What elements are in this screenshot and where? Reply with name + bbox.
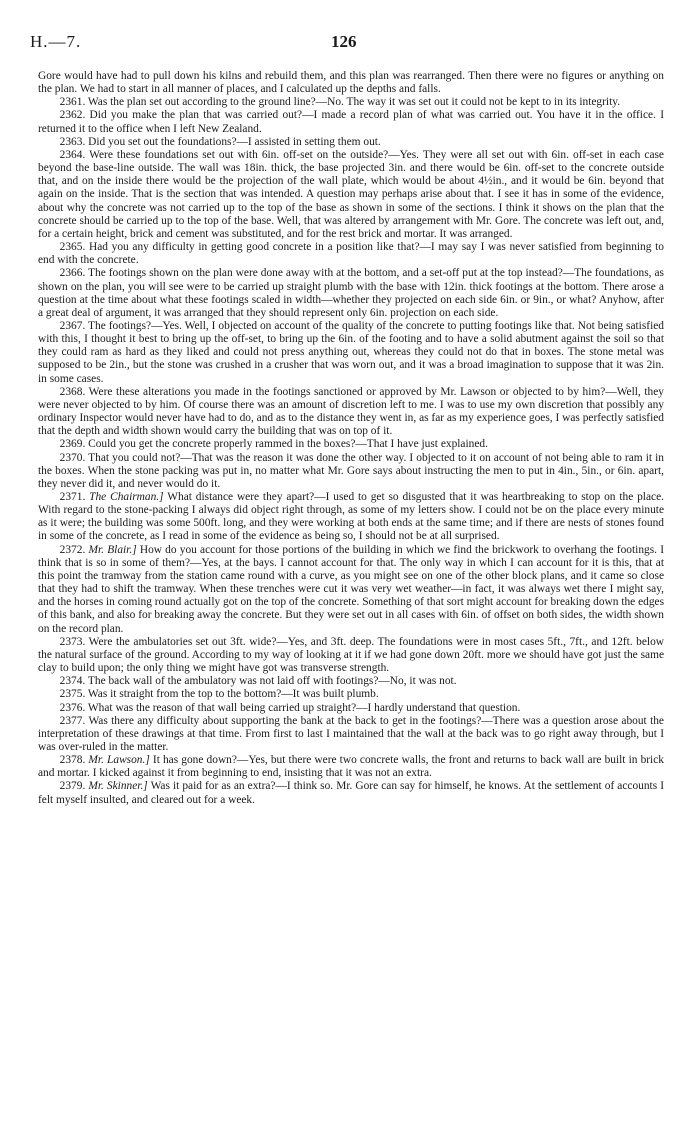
speaker-name: Mr. Blair.] — [88, 543, 137, 556]
evidence-paragraph: 2367. The footings?—Yes. Well, I objected on account of the quality of the concrete to putting footings like that. Not being satisfied with this, I thought it best to bring up the off-set, to bring up the 6in. of the footing and to have a solid abutment against the soil so that they could ram as hard as they liked and could not press anything out, whereas they could not do that in boxes. The stone metal was supposed to be 2in., but the stone was crushed in a crusher that was worn out, and it was a broad imagination to suppose that it was 2in. in some cases. — [38, 319, 664, 385]
evidence-paragraph: 2368. Were these alterations you made in the footings sanctioned or approved by Mr. Lawson or objected to by him?—Well, they were never objected to by him. Of course there was an amount of discretion left to me. I was to use my own discretion that possibly any ordinary Inspector would never have had to do, and as to the distance they went in, as far as my experience goes, I was perfectly satisfied that the depth and width shown would carry the building that was on top of it. — [38, 385, 664, 438]
speaker-name: The Chairman.] — [89, 491, 164, 503]
evidence-paragraph: 2361. Was the plan set out according to the ground line?—No. The way it was set out it could not be kept to in its integrity. — [59, 96, 621, 109]
evidence-paragraph: 2365. Had you any difficulty in getting good concrete in a position like that?—I may say I was never satisfied from beginning to end with the concrete. — [38, 241, 664, 267]
evidence-paragraph: 2378. Mr. Lawson.] It has gone down?—Yes, but there were two concrete walls, the front and returns to back wall are built in brick and mortar. I kicked against it from beginning to end, insisting that it was not an extra. — [38, 754, 664, 780]
speaker-name: Mr. Lawson.] — [88, 754, 150, 767]
speaker-name: Mr. Skinner.] — [88, 780, 148, 793]
evidence-paragraph: 2373. Were the ambulatories set out 3ft. wide?—Yes, and 3ft. deep. The foundations were in most cases 5ft., 7ft., and 12ft. below the natural surface of the ground. According to my way of looking at it if we had gone down 20ft. more we should have got just the same clay to build upon; the only thing we might have got was transverse strength. — [38, 635, 664, 675]
evidence-paragraph: 2362. Did you make the plan that was carried out?—I made a record plan of what was carried out. You have it in the office. I returned it to the office when I left New Zealand. — [38, 109, 664, 135]
evidence-text — [38, 70, 664, 807]
opening-paragraph: Gore would have had to pull down his kilns and rebuild them, and this plan was rearranged. Then there were no figures or anything on the plan. We had to start in all manner of places, and I calculated up the depths and falls. — [38, 70, 664, 96]
evidence-paragraph: 2363. Did you set out the foundations?—I assisted in setting them out. — [59, 135, 381, 148]
evidence-paragraph: 2376. What was the reason of that wall being carried up straight?—I hardly understand that question. — [59, 701, 521, 714]
question-number: 2372. — [59, 543, 86, 556]
evidence-paragraph: 2366. The footings shown on the plan were done away with at the bottom, and a set-off put at the top instead?—The foundations, as shown on the plan, you will see were to be carried up straight plumb with the base with 12in. thick footings at the bottom. There arose a question at the time about what these footings scaled in width—whether they projected on each side 6in. or 9in., or what? Anyhow, after a great deal of argument, it was arranged that they should represent only 6in. projection on each side. — [38, 267, 664, 319]
page-header — [30, 32, 670, 56]
document-code: H.—7. — [30, 32, 82, 51]
question-number: 2378. — [59, 754, 86, 767]
page-number: 126 — [331, 32, 357, 51]
evidence-paragraph: 2375. Was it straight from the top to the bottom?—It was built plumb. — [59, 688, 379, 701]
evidence-paragraph: 2369. Could you get the concrete properly rammed in the boxes?—That I have just explained. — [59, 438, 488, 451]
question-number: 2371. — [59, 491, 86, 503]
evidence-paragraph: 2374. The back wall of the ambulatory was not laid off with footings?—No, it was not. — [59, 675, 457, 688]
evidence-paragraph: 2372. Mr. Blair.] How do you account for those portions of the building in which we find the brickwork to overhang the footings. I think that is so in some of them?—Yes, at the bays. I cannot account for that. The only way in which I can account for it is this, that at this point the tramway from the station came round with a curve, as you might see on one of the other block plans, and it came so close that they had to shift the tramway. When these trenches were cut it was very wet weather—in fact, it was always wet there I might say, and the horses in coming round actually got on the top of the concrete. Something of that sort might account for breaking down the edges of this bank, and also for breaking away the concrete. But they were set out in all cases with 6in. of offset on both sides, the width shown on the record plan. — [38, 543, 665, 635]
question-number: 2379. — [59, 780, 86, 793]
evidence-paragraph: 2371. The Chairman.] What distance were they apart?—I used to get so disgusted that it was heartbreaking to stop on the place. With regard to the stone-packing I always did object right through, as some of my letters show. I could not be on the place every minute as it were; the building was some 500ft. long, and they were working at both ends at the same time; and if there are nests of stones found in some of the concrete, as I read in some of the evidence as being so, I should not be at all surprised. — [38, 491, 664, 543]
evidence-paragraph: 2370. That you could not?—That was the reason it was done the other way. I objected to it on account of not being able to ram it in the boxes. When the stone packing was put in, no matter what Mr. Gore says about instructing the men to put in 4in., 5in., or 6in. apart, they never did it, and never would do it. — [38, 451, 664, 490]
evidence-paragraph: 2364. Were these foundations set out with 6in. off-set on the outside?—Yes. They were all set out with 6in. off-set in each case beyond the base-line outside. The wall was 18in. thick, the base projected 3in. and there would be 6in. off-set to the concrete outside that, and on the inside there would be the projection of the wall plate, which would be about 4½in., and it would be 6in. beyond that again on the inside. That is the section that was intended. A question may perhaps arise about that. I see it has in some of the evidence, about why the concrete was not carried up to the top of the base as shown in some of the sections. I think it shows on the plan that the concrete should be carried up to the top of the base. Well, that was altered by arrangement with Mr. Gore. The concrete was left out, and, for a certain height, brick and cement was substituted, and for the rest brick and mortar. It was arranged. — [38, 148, 664, 240]
evidence-paragraph: 2379. Mr. Skinner.] Was it paid for as an extra?—I think so. Mr. Gore can say for himself, he knows. At the settlement of accounts I felt myself insulted, and cleared out for a week. — [38, 780, 664, 806]
evidence-paragraph: 2377. Was there any difficulty about supporting the bank at the back to get in the footings?—There was a question arose about the interpretation of these drawings at that time. From first to last I maintained that the wall at the back was to go right away through, but I was over-ruled in the matter. — [38, 714, 664, 753]
